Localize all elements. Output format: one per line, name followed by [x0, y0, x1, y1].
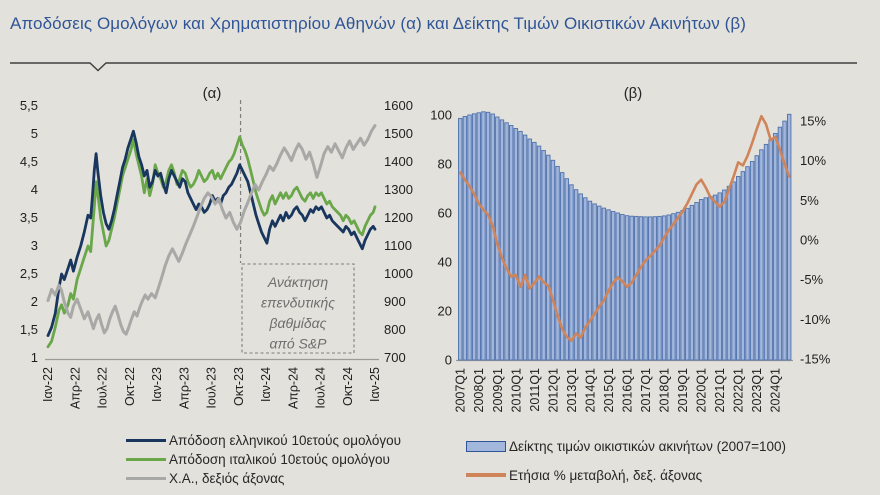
chart-a-x-tick: Ιαν-25: [368, 367, 383, 403]
hpi-bar: [648, 217, 652, 360]
chart-a-x-tick: Οκτ-22: [122, 367, 137, 406]
yoy-line-swatch: [466, 473, 506, 477]
hpi-bar: [755, 156, 759, 360]
hpi-bar: [491, 114, 495, 360]
chart-a-left-tick: 1,5: [19, 322, 38, 337]
chart-b-x-tick: 2019Q1: [676, 368, 691, 413]
hpi-bar: [547, 155, 551, 360]
hpi-bar: [774, 133, 778, 360]
hpi-bar: [593, 204, 597, 360]
hpi-bar: [505, 123, 509, 360]
hpi-bar: [597, 206, 601, 360]
hpi-bar: [533, 142, 537, 360]
chart-a-x-tick: Απρ-24: [286, 367, 301, 410]
hpi-bar: [472, 114, 476, 360]
hpi-bar: [699, 200, 703, 361]
hpi-bar: [635, 216, 639, 360]
chart-a-right-tick: 1000: [384, 266, 413, 281]
chart-b-x-tick: 2011Q1: [527, 368, 542, 412]
hpi-bar: [477, 113, 481, 360]
italian-bond-line-swatch: [126, 458, 166, 462]
chart-b-x-tick: 2014Q1: [583, 368, 598, 413]
hpi-bar: [686, 208, 690, 360]
hpi-bar: [787, 114, 791, 360]
hpi-bar: [463, 117, 467, 361]
hpi-bar: [607, 210, 611, 360]
hpi-bar: [486, 112, 490, 360]
chart-b-left-tick: 80: [437, 156, 452, 172]
hpi-bar: [681, 211, 685, 361]
chart-b-x-tick: 2018Q1: [657, 368, 672, 413]
legend-label: Ετήσια % μεταβολή, δεξ. άξονας: [509, 467, 703, 483]
chart-b-left-tick: 0: [444, 352, 452, 368]
hpi-bar: [672, 214, 676, 360]
hpi-bar: [523, 135, 527, 360]
chart-a-x-tick: Ιαν-24: [259, 367, 274, 403]
legend-item-yoy: [466, 467, 786, 483]
chart-a-x-tick: Απρ-22: [68, 367, 83, 410]
hpi-bar: [514, 129, 518, 361]
chart-b-x-tick: 2010Q1: [509, 368, 524, 413]
legend-item-hpi: [466, 438, 786, 454]
hpi-bar: [741, 172, 745, 360]
chart-a-right-tick: 800: [384, 322, 406, 337]
chart-b-x-tick: 2017Q1: [639, 368, 654, 413]
chart-b-right-tick: -10%: [800, 311, 831, 327]
hpi-bar: [570, 185, 574, 360]
hpi-bar: [588, 201, 592, 360]
chart-a-x-tick: Ιουλ-24: [313, 367, 328, 409]
chart-a-left-tick: 4: [30, 182, 38, 197]
chart-b-right-tick: 0%: [800, 232, 819, 248]
hpi-bar: [621, 215, 625, 361]
chart-a-left-tick: 3: [30, 238, 38, 253]
chart-a-left-tick: 2: [30, 294, 38, 309]
chart-a-left-tick: 5: [30, 126, 38, 141]
hpi-bar: [769, 140, 773, 360]
chart-b-x-tick: 2021Q1: [713, 368, 728, 413]
chart-b-x-tick: 2008Q1: [472, 368, 487, 413]
chart-a-x-tick: Ιουλ-22: [95, 367, 110, 409]
chart-a-title: (α): [202, 85, 222, 102]
chart-a-right-tick: 1200: [384, 210, 413, 225]
athex-line-swatch: [126, 477, 166, 481]
hpi-bar: [676, 212, 680, 360]
chart-a-x-tick: Οκτ-23: [231, 367, 246, 406]
chart-b-right-tick: 10%: [800, 153, 827, 169]
legend-item-italian-bond: [126, 450, 401, 469]
hpi-bar: [584, 198, 588, 360]
legend-item-greek-bond: [126, 431, 401, 450]
chart-b-x-tick: 2009Q1: [490, 368, 505, 413]
hpi-bar: [713, 195, 717, 360]
hpi-bar: [644, 217, 648, 360]
chart-b-right-tick: 15%: [800, 113, 827, 129]
hpi-bar: [709, 197, 713, 360]
hpi-bar: [750, 162, 754, 361]
chart-a-left-tick: 4,5: [19, 154, 38, 169]
hpi-bar: [778, 127, 782, 360]
chart-a-left-tick: 3,5: [19, 210, 38, 225]
hpi-bar: [500, 120, 504, 360]
hpi-bar: [602, 208, 606, 360]
hpi-bar: [723, 190, 727, 360]
chart-b-right-tick: -15%: [800, 351, 831, 367]
hpi-bar: [695, 203, 699, 361]
chart-b-legend: [466, 438, 786, 495]
chart-b-left-tick: 100: [430, 107, 452, 123]
hpi-bar: [764, 144, 768, 360]
hpi-bar: [704, 198, 708, 360]
hpi-bar: [542, 151, 546, 361]
chart-b-x-tick: 2016Q1: [620, 368, 635, 413]
chart-b-right-tick: -5%: [800, 272, 824, 288]
hpi-bar: [667, 215, 671, 360]
chart-b-x-tick: 2024Q1: [768, 368, 783, 413]
chart-a-left-tick: 1: [30, 350, 38, 365]
hpi-bar: [468, 115, 472, 360]
chart-b-left-tick: 60: [437, 205, 452, 221]
chart-a-right-tick: 1400: [384, 154, 413, 169]
chart-a-right-tick: 900: [384, 294, 406, 309]
chart-b-x-tick: 2023Q1: [750, 368, 765, 413]
chart-a-right-tick: 1500: [384, 126, 413, 141]
chart-b-x-tick: 2012Q1: [546, 368, 561, 413]
chart-b-left-tick: 40: [437, 254, 452, 270]
hpi-bar: [639, 217, 643, 360]
chart-b-x-tick: 2020Q1: [694, 368, 709, 413]
hpi-bar: [528, 139, 532, 360]
hpi-bar: [736, 177, 740, 361]
hpi-bar: [551, 160, 555, 360]
annotation-text: βαθμίδας: [269, 315, 327, 331]
chart-a-left-tick: 5,5: [19, 98, 38, 113]
hpi-bar: [482, 112, 486, 360]
chart-b-x-tick: 2007Q1: [453, 368, 468, 413]
chart-b-x-tick: 2022Q1: [731, 368, 746, 413]
hpi-bar: [760, 150, 764, 360]
chart-a-right-tick: 700: [384, 350, 406, 365]
hpi-bar: [746, 167, 750, 360]
chart-b-x-tick: 2013Q1: [564, 368, 579, 413]
annotation-text: από S&P: [269, 335, 327, 352]
chart-b-title: (β): [623, 85, 643, 102]
hpi-bar: [556, 166, 560, 360]
chart-a-right-tick: 1300: [384, 182, 413, 197]
page-title: Αποδόσεις Ομολόγων και Χρηματιστηρίου Αθηνών (α) και Δείκτης Τιμών Οικιστικών Ακινήτων (β): [10, 14, 747, 33]
hpi-bar: [459, 118, 463, 360]
legend-label: Δείκτης τιμών οικιστικών ακινήτων (2007=100): [509, 438, 787, 454]
legend-label: Απόδοση ιταλικού 10ετούς ομολόγου: [169, 452, 390, 467]
hpi-bar: [509, 126, 512, 361]
chart-a-x-tick: Ιουλ-23: [204, 367, 219, 409]
chart-b-left-tick: 20: [437, 303, 452, 319]
chart-b-x-tick: 2015Q1: [601, 368, 616, 413]
chart-a-x-tick: Ιαν-22: [41, 367, 56, 403]
chart-a-legend: [126, 431, 401, 488]
hpi-bar: [718, 193, 722, 360]
legend-label: Απόδοση ελληνικού 10ετούς ομολόγου: [169, 433, 401, 448]
chart-a-x-tick: Ιαν-23: [150, 367, 165, 403]
chart-a-left-tick: 2,5: [19, 266, 38, 281]
chart-a-right-tick: 1100: [384, 238, 412, 253]
hpi-bar: [616, 213, 620, 360]
annotation-text: επενδυτικής: [260, 294, 336, 311]
hpi-bar: [537, 146, 541, 360]
legend-item-athex: [126, 469, 401, 488]
chart-a-x-tick: Απρ-23: [177, 367, 192, 410]
hpi-bar: [630, 216, 634, 360]
hpi-bar: [658, 216, 662, 360]
hpi-bar: [727, 186, 731, 360]
annotation-text: Ανάκτηση: [267, 274, 329, 290]
hpi-bar: [519, 131, 523, 360]
hpi-bar: [690, 205, 694, 360]
hpi-bar: [653, 217, 657, 360]
hpi-bar: [732, 182, 736, 360]
legend-label: Χ.Α., δεξιός άξονας: [169, 471, 285, 486]
chart-b-right-tick: 5%: [800, 192, 819, 208]
hpi-bar-swatch: [466, 441, 506, 452]
chart-a-right-tick: 1600: [384, 98, 413, 113]
greek-bond-line-swatch: [126, 439, 166, 443]
chart-a-x-tick: Οκτ-24: [340, 367, 355, 406]
